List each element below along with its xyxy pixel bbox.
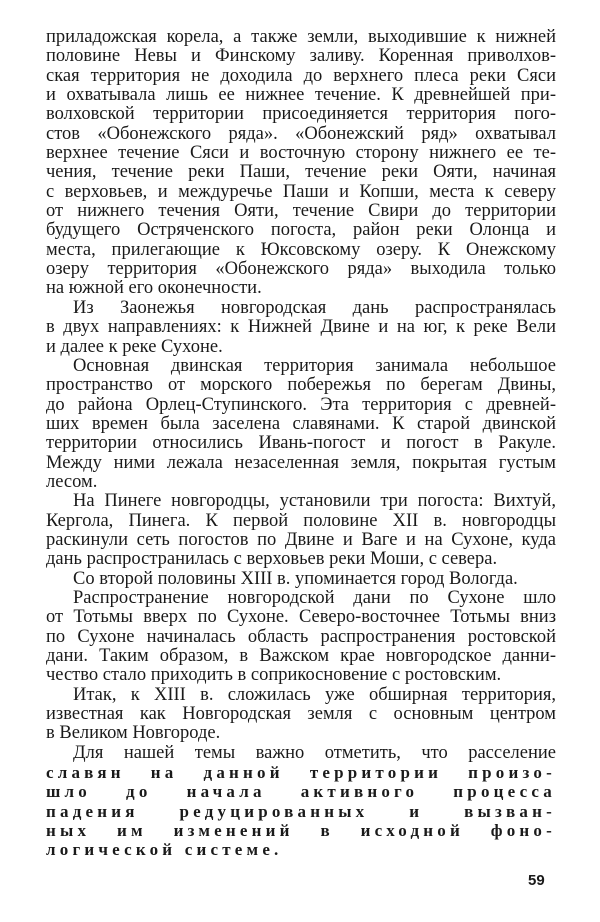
paragraph xyxy=(46,570,556,589)
paragraph xyxy=(46,357,556,492)
text-line: и охватывала лишь ее нижнее течение. К древнейшей при- xyxy=(46,85,556,106)
text-line: по Сухоне начиналась область распространения ростовской xyxy=(46,626,556,647)
text-line: чество стало приходить в соприкосновение с ростовским. xyxy=(46,665,502,686)
page-number: 59 xyxy=(528,872,545,889)
text-line: дани. Таким образом, в Важском крае новгородское данни- xyxy=(46,646,556,666)
text-line: стов «Обонежского ряда». «Обонежский ряд» охватывал xyxy=(46,123,556,144)
text-line: с верховьев, и междуречье Паши и Копши, места к северу xyxy=(46,181,556,202)
text-line: волховской территории присоединяется территория пого- xyxy=(46,104,556,125)
text-line: Распространение новгородской дани по Сухоне шло xyxy=(73,587,556,608)
text-line: Кергола, Пинега. К первой половине XII в. новгородцы xyxy=(46,510,556,531)
paragraph xyxy=(46,28,556,299)
text-line: На Пинеге новгородцы, установили три погоста: Вихтуй, xyxy=(73,491,556,512)
text-line: ных им изменений в исходной фоно- xyxy=(46,821,556,841)
text-line: известная как Новгородская земля с основным центром xyxy=(46,704,556,725)
text-line: падения редуцированных и вызван- xyxy=(46,801,556,821)
text-line: места, прилегающие к Юксовскому озеру. К Онежскому xyxy=(46,239,556,260)
text-line: Основная двинская территория занимала небольшое xyxy=(73,355,556,376)
text-line: Со второй половины XIII в. упоминается город Вологда. xyxy=(73,568,518,589)
text-line: озеру территория «Обонежского ряда» выходила только xyxy=(46,259,556,280)
text-line: логической системе. xyxy=(46,840,283,860)
text-line: до района Орлец-Ступинского. Эта территория с древней- xyxy=(46,394,556,415)
text-line: ших времен была заселена славянами. К старой двинской xyxy=(46,413,556,434)
text-line: в Великом Новгороде. xyxy=(46,723,221,744)
text-line: от нижнего течения Ояти, течение Свири до территории xyxy=(46,201,556,222)
text-line: на южной его оконечности. xyxy=(46,278,262,299)
text-line: половине Невы и Финскому заливу. Коренная приволхов- xyxy=(46,46,556,67)
text-line: будущего Остряченского погоста, район реки Олонца и xyxy=(46,220,556,241)
paragraph xyxy=(46,744,556,860)
text-line: Для нашей темы важно отметить, что расселение xyxy=(73,742,556,763)
text-line: Итак, к XIII в. сложилась уже обширная территория, xyxy=(73,684,556,705)
text-line: ская территория не доходила до верхнего плеса реки Сяси xyxy=(46,65,556,86)
text-line: и далее к реке Сухоне. xyxy=(46,336,223,357)
text-line: чения, течение реки Паши, течение реки Ояти, начиная xyxy=(46,162,556,183)
page-body xyxy=(46,28,556,860)
text-line: лесом. xyxy=(46,471,98,492)
paragraph xyxy=(46,299,556,357)
text-line: от Тотьмы вверх по Сухоне. Северо-восточнее Тотьмы вниз xyxy=(46,607,556,628)
text-line: дань распространилась с верховьев реки Моши, с севера. xyxy=(46,549,498,570)
text-line: славян на данной территории произо- xyxy=(46,763,556,783)
text-line: Между ними лежала незаселенная земля, покрытая густым xyxy=(46,452,556,473)
text-line: территории относились Ивань-погост и погост в Ракуле. xyxy=(46,433,556,454)
text-line: верхнее течение Сяси и восточную сторону нижнего ее те- xyxy=(46,143,556,164)
text-line: приладожская корела, а также земли, выходившие к нижней xyxy=(46,27,556,47)
paragraph xyxy=(46,686,556,744)
text-line: раскинули сеть погостов по Двине и Ваге и на Сухоне, куда xyxy=(46,529,556,550)
text-line: в двух направлениях: к Нижней Двине и на юг, к реке Вели xyxy=(46,317,556,338)
paragraph xyxy=(46,492,556,569)
text-line: шло до начала активного процесса xyxy=(46,782,556,802)
text-line: пространство от морского побережья по берегам Двины, xyxy=(46,375,556,396)
text-line: Из Заонежья новгородская дань распространялась xyxy=(73,297,556,318)
paragraph xyxy=(46,589,556,686)
